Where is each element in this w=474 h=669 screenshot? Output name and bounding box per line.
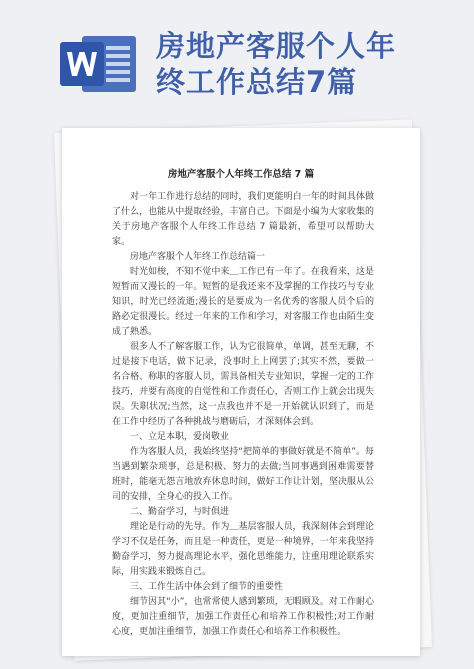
section-heading: 房地产客服个人年终工作总结篇一 (130, 252, 266, 262)
banner-title-line1: 房地产客服个人年 (156, 29, 397, 63)
banner-title (156, 28, 456, 100)
banner (0, 0, 474, 120)
banner-title-line2: 终工作总结7篇 (156, 65, 358, 99)
section-heading: 三、工作生活中体会到了细节的重要性 (130, 582, 284, 592)
paragraph: 作为客服人员，我始终坚持“把简单的事做好就是不简单”。每当遇到繁杂琐事，总是积极、努力的去做;当同事遇到困难需要替班时，能毫无怨言地放弃休息时间，做好工作让计划，坚决服从公司的安排，全身心的投入工作。 (112, 447, 374, 502)
word-document-icon (60, 34, 138, 94)
document-title: 房地产客服个人年终工作总结 7 篇 (167, 169, 315, 180)
paragraph: 理论是行动的先导。作为＿基层客服人员，我深刻体会到理论学习不仅是任务，而且是一种责任，更是一种境界，一年来我坚持勤奋学习，努力提高理论水平，强化思维能力，注重用理论联系实际，用实践来锻炼自己。 (112, 522, 374, 577)
section-heading: 二、勤奋学习，与时俱进 (130, 507, 230, 517)
document-body (112, 190, 374, 640)
paragraph: 时光如梭，不知不觉中来＿工作已有一年了。在我看来，这是短暂而又漫长的一年。短暂的是我还来不及掌握的工作技巧与专业知识，时光已经流逝;漫长的是要成为一名优秀的客服人员个后的路必定很漫长。经过一年来的工作和学习，对客服工作也由陌生变成了熟悉。 (112, 267, 374, 337)
section-heading: 一、立足本职，爱岗敬业 (130, 432, 230, 442)
paragraph: 对一年工作进行总结的同时，我们更能明白一年的时间具体做了什么，也能从中提取经验，丰富自己。下面是小编为大家收集的关于房地产客服个人年终工作总结 7 篇最新，希望可以帮助大家。 (112, 192, 374, 247)
paragraph: 很多人不了解客服工作，认为它很简单，单调，甚至无聊，不过是接下电话，做下记录，没事时上上网罢了;其实不然，要做一名合格、称职的客服人员，需具备相关专业知识，掌握一定的工作技巧，并要有高度的自觉性和工作责任心，否则工作上就会出现失误。失职状况;当然，这一点我也并不是一开始就认识到了，而是在工作中经历了各种挑战与磨砺后，才深刻体会到。 (112, 342, 374, 427)
paragraph: 细节因其“小”，也常常使人感到繁琐，无暇顾及。对工作耐心度，更加注重细节，加强工作责任心和培养工作积极性;对工作耐心度，更加注重细节，加强工作责任心和培养工作积极性。 (112, 597, 374, 637)
document-page (62, 128, 420, 656)
